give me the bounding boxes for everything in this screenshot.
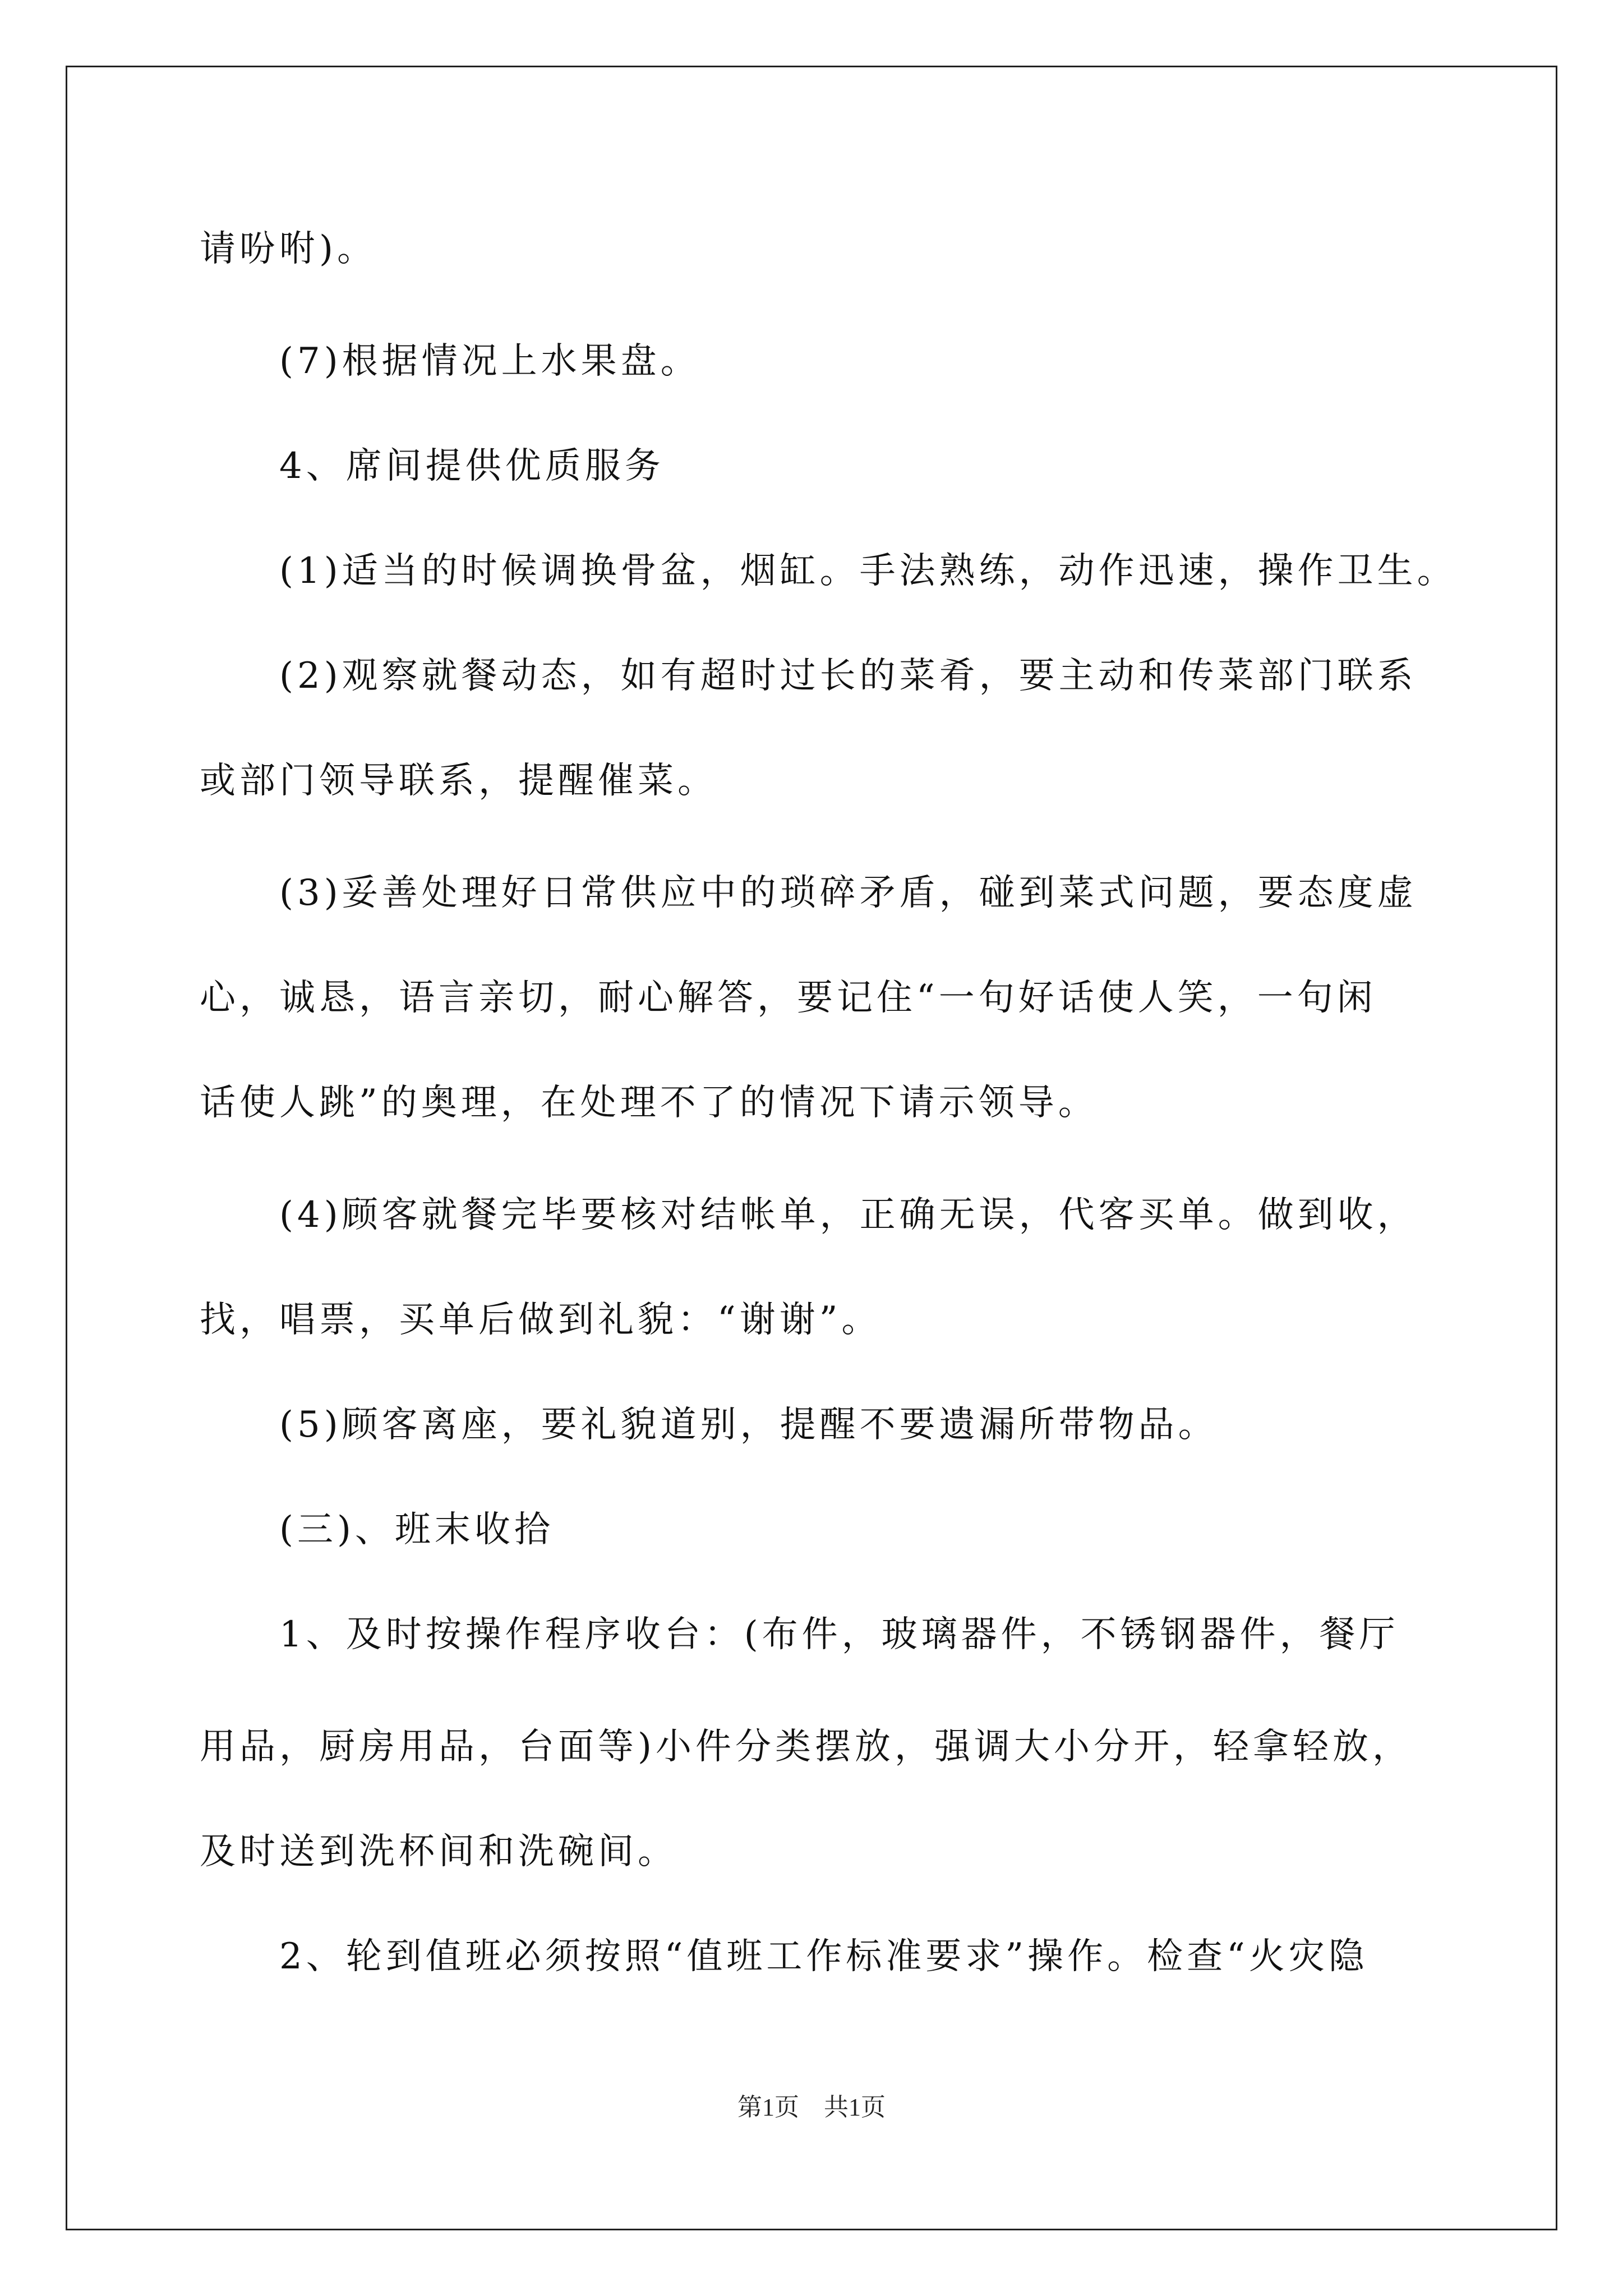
text-line: (3)妥善处理好日常供应中的琐碎矛盾，碰到菜式问题，要态度虚 [279,872,1417,914]
text-line: (4)顾客就餐完毕要核对结帐单，正确无误，代客买单。做到收， [279,1194,1417,1236]
text-line: (1)适当的时候调换骨盆，烟缸。手法熟练，动作迅速，操作卫生。 [279,550,1457,592]
text-line: (7)根据情况上水果盘。 [279,341,700,382]
page-number-footer: 第1页 共1页 [737,2093,886,2121]
text-line: 或部门领导联系，提醒催菜。 [200,760,717,802]
section-heading: (三)、班末收拾 [279,1509,554,1550]
text-line: 找，唱票，买单后做到礼貌：“谢谢”。 [200,1299,882,1341]
text-line: (2)观察就餐动态，如有超时过长的菜肴，要主动和传菜部门联系 [279,655,1417,697]
text-line: 1、及时按操作程序收台：(布件，玻璃器件，不锈钢器件，餐厅 [279,1614,1399,1655]
text-line: 心，诚恳，语言亲切，耐心解答，要记住“一句好话使人笑，一句闲 [200,977,1377,1019]
text-line: 话使人跳”的奥理，在处理不了的情况下请示领导。 [200,1082,1098,1124]
section-heading: 4、席间提供优质服务 [279,445,665,487]
text-line: 请吩咐)。 [200,228,377,270]
page-frame [66,66,1557,2230]
text-line: 用品，厨房用品，台面等)小件分类摆放，强调大小分开，轻拿轻放， [200,1726,1412,1768]
text-line: 及时送到洗杯间和洗碗间。 [200,1831,677,1872]
text-line: 2、轮到值班必须按照“值班工作标准要求”操作。检查“火灾隐 [279,1936,1368,1977]
text-line: (5)顾客离座，要礼貌道别，提醒不要遗漏所带物品。 [279,1404,1218,1446]
